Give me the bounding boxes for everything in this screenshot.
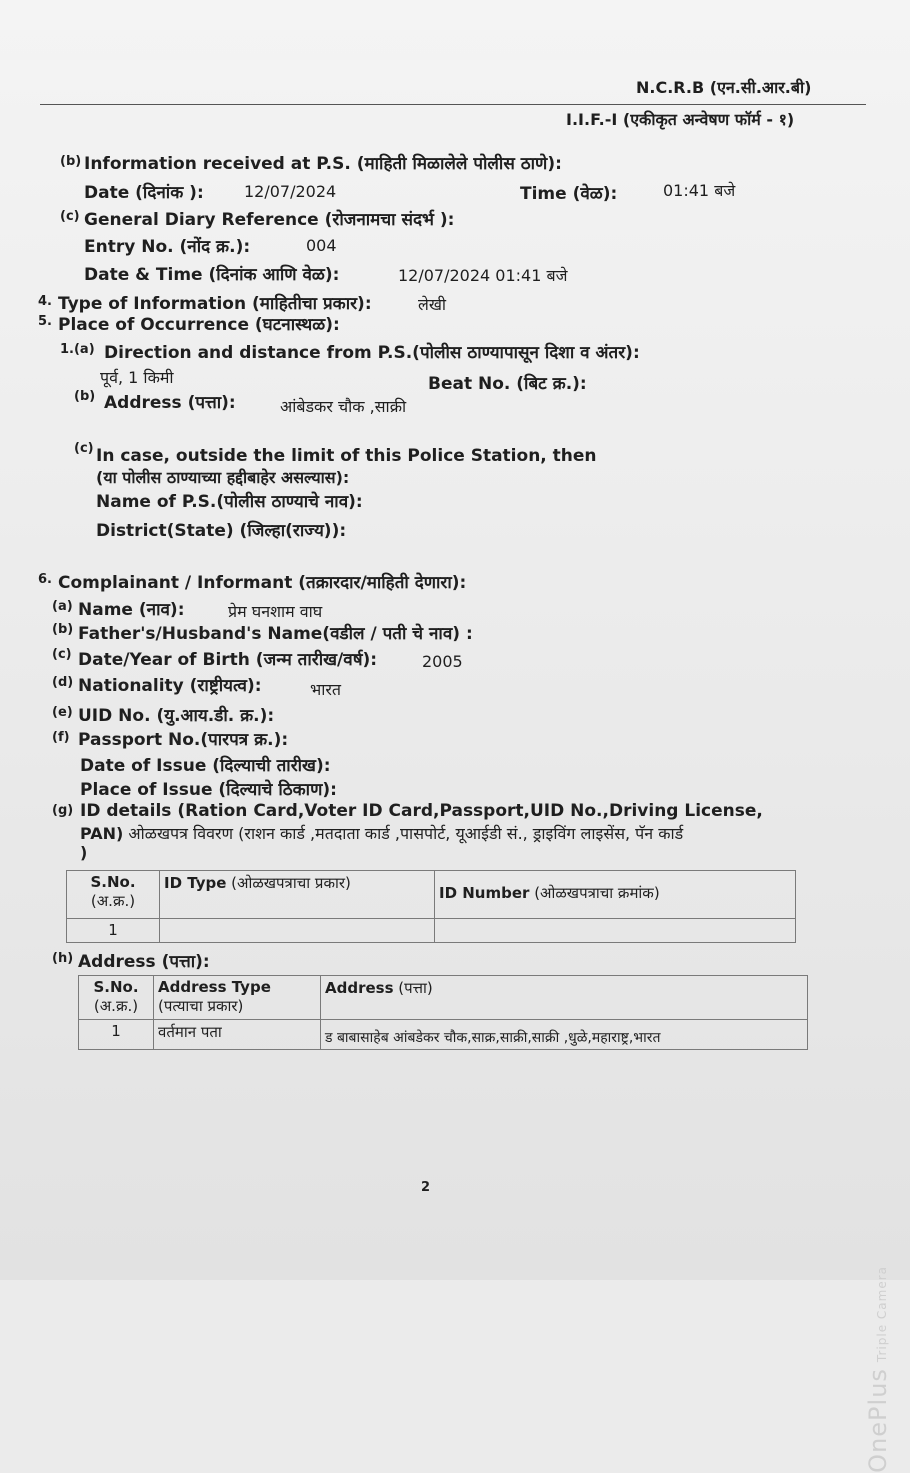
passport-marker: (f): [52, 730, 70, 745]
id-table: [66, 870, 796, 943]
watermark-brand: OnePlus: [864, 1368, 892, 1473]
address-marker: (b): [74, 389, 96, 404]
place-label: Place of Occurrence (घटनास्थळ):: [58, 315, 340, 335]
name-marker: (a): [52, 599, 73, 614]
father-label: Father's/Husband's Name(वडील / पती चे नाव) :: [78, 624, 473, 644]
id-label-marathi: ओळखपत्र विवरण (राशन कार्ड ,मतदाता कार्ड ,पासपोर्ट, यूआईडी सं., ड्राइविंग लाइसेंस, पॅन कार्ड: [123, 824, 684, 843]
id-th-sno: [67, 871, 160, 919]
header-divider: [40, 104, 866, 105]
addr-table-header: [79, 976, 808, 1020]
direction-marker: 1.(a): [60, 342, 95, 357]
addr-th-type-en: Address Type: [158, 978, 271, 996]
uid-label: UID No. (यु.आय.डी. क्र.):: [78, 706, 275, 726]
issue-place-label: Place of Issue (दिल्याचे ठिकाण):: [80, 780, 337, 800]
outside-marker: (c): [74, 441, 94, 456]
nat-value: भारत: [310, 680, 342, 699]
issue-date-label: Date of Issue (दिल्याची तारीख):: [80, 756, 331, 776]
watermark-sub: Triple Camera: [875, 1266, 889, 1363]
id-th-number-en: ID Number: [439, 884, 530, 902]
info-marker: (b): [60, 154, 82, 169]
type-marker: 4.: [38, 294, 52, 309]
camera-watermark: [864, 1266, 892, 1473]
table-row: [67, 919, 796, 943]
id-th-type-en: ID Type: [164, 874, 227, 892]
type-value: लेखी: [418, 295, 447, 314]
addr-th-type-mr: (पत्याचा प्रकार): [158, 997, 244, 1015]
complainant-marker: 6.: [38, 572, 52, 587]
id-row-number: [435, 919, 796, 943]
gd-datetime-label: Date & Time (दिनांक आणि वेळ):: [84, 265, 340, 285]
addr-th-sno-mr: (अ.क्र.): [93, 997, 139, 1015]
addr-row-sno: 1: [79, 1020, 154, 1050]
entry-value: 004: [306, 236, 337, 255]
dob-value: 2005: [422, 652, 463, 671]
gd-label: General Diary Reference (रोजनामचा संदर्भ ):: [84, 210, 455, 230]
info-received-label: Information received at P.S. (माहिती मिळालेले पोलीस ठाणे):: [84, 154, 562, 174]
name-value: प्रेम घनशाम वाघ: [228, 602, 323, 621]
addr-th-address-en: Address: [325, 979, 394, 997]
ncrb-header: N.C.R.B (एन.सी.आर.बी): [636, 78, 812, 97]
name-label: Name (नाव):: [78, 600, 185, 620]
id-th-sno-mr: (अ.क्र.): [90, 892, 136, 910]
gd-marker: (c): [60, 209, 80, 224]
dob-label: Date/Year of Birth (जन्म तारीख/वर्ष):: [78, 650, 378, 670]
addr-th-address-mr: (पत्ता): [393, 979, 433, 997]
addr-th-address: [321, 976, 808, 1020]
outside-sub: (या पोलीस ठाण्याच्या हद्दीबाहेर असल्यास):: [96, 468, 350, 487]
father-marker: (b): [52, 622, 74, 637]
direction-label: Direction and distance from P.S.(पोलीस ठाण्यापासून दिशा व अंतर):: [104, 343, 640, 363]
info-date-value: 12/07/2024: [244, 182, 337, 201]
id-label-line3: ): [80, 843, 88, 862]
addr-section-marker: (h): [52, 951, 74, 966]
place-marker: 5.: [38, 314, 52, 329]
address-table: [78, 975, 808, 1050]
info-date-label: Date (दिनांक ):: [84, 183, 204, 203]
ps-name-label: Name of P.S.(पोलीस ठाण्याचे नाव):: [96, 492, 363, 512]
addr-th-type: [154, 976, 321, 1020]
passport-label: Passport No.(पारपत्र क्र.):: [78, 730, 289, 750]
dob-marker: (c): [52, 647, 72, 662]
addr-th-sno-en: S.No.: [93, 978, 139, 996]
iif-header: I.I.F.-I (एकीकृत अन्वेषण फॉर्म - १): [566, 110, 795, 129]
addr-th-sno: [79, 976, 154, 1020]
id-table-header: [67, 871, 796, 919]
outside-label: In case, outside the limit of this Police Station, then: [96, 446, 597, 466]
entry-label: Entry No. (नोंद क्र.):: [84, 237, 251, 257]
address-value: आंबेडकर चौक ,साक्री: [280, 397, 407, 416]
district-label: District(State) (जिल्हा(राज्य)):: [96, 521, 347, 541]
id-label-line1: ID details (Ration Card,Voter ID Card,Passport,UID No.,Driving License,: [80, 801, 763, 821]
page-number: 2: [421, 1180, 431, 1195]
id-row-type: [160, 919, 435, 943]
direction-value: पूर्व, 1 किमी: [100, 368, 174, 387]
id-th-type: [160, 871, 435, 919]
id-th-number: [435, 871, 796, 919]
table-row: [79, 1020, 808, 1050]
address-label: Address (पत्ता):: [104, 393, 236, 413]
id-label-line2: [80, 822, 683, 844]
complainant-label: Complainant / Informant (तक्रारदार/माहिती देणारा):: [58, 573, 467, 593]
addr-row-address: ड बाबासाहेब आंबडेकर चौक,साक्र,साक्री,साक्री ,धुळे,महाराष्ट्र,भारत: [321, 1020, 808, 1050]
type-label: Type of Information (माहितीचा प्रकार):: [58, 294, 372, 314]
info-time-value: 01:41 बजे: [663, 181, 736, 200]
addr-section-label: Address (पत्ता):: [78, 952, 210, 972]
beat-label: Beat No. (बिट क्र.):: [428, 374, 587, 394]
id-th-number-mr: (ओळखपत्राचा क्रमांक): [529, 884, 660, 902]
id-th-sno-en: S.No.: [90, 873, 136, 891]
uid-marker: (e): [52, 705, 73, 720]
info-time-label: Time (वेळ):: [520, 184, 618, 204]
id-label-pan: PAN): [80, 824, 124, 843]
id-marker: (g): [52, 803, 74, 818]
addr-row-type: वर्तमान पता: [154, 1020, 321, 1050]
id-row-sno: 1: [67, 919, 160, 943]
nat-label: Nationality (राष्ट्रीयत्व):: [78, 676, 262, 696]
nat-marker: (d): [52, 675, 74, 690]
id-th-type-mr: (ओळखपत्राचा प्रकार): [226, 874, 351, 892]
gd-datetime-value: 12/07/2024 01:41 बजे: [398, 266, 568, 285]
